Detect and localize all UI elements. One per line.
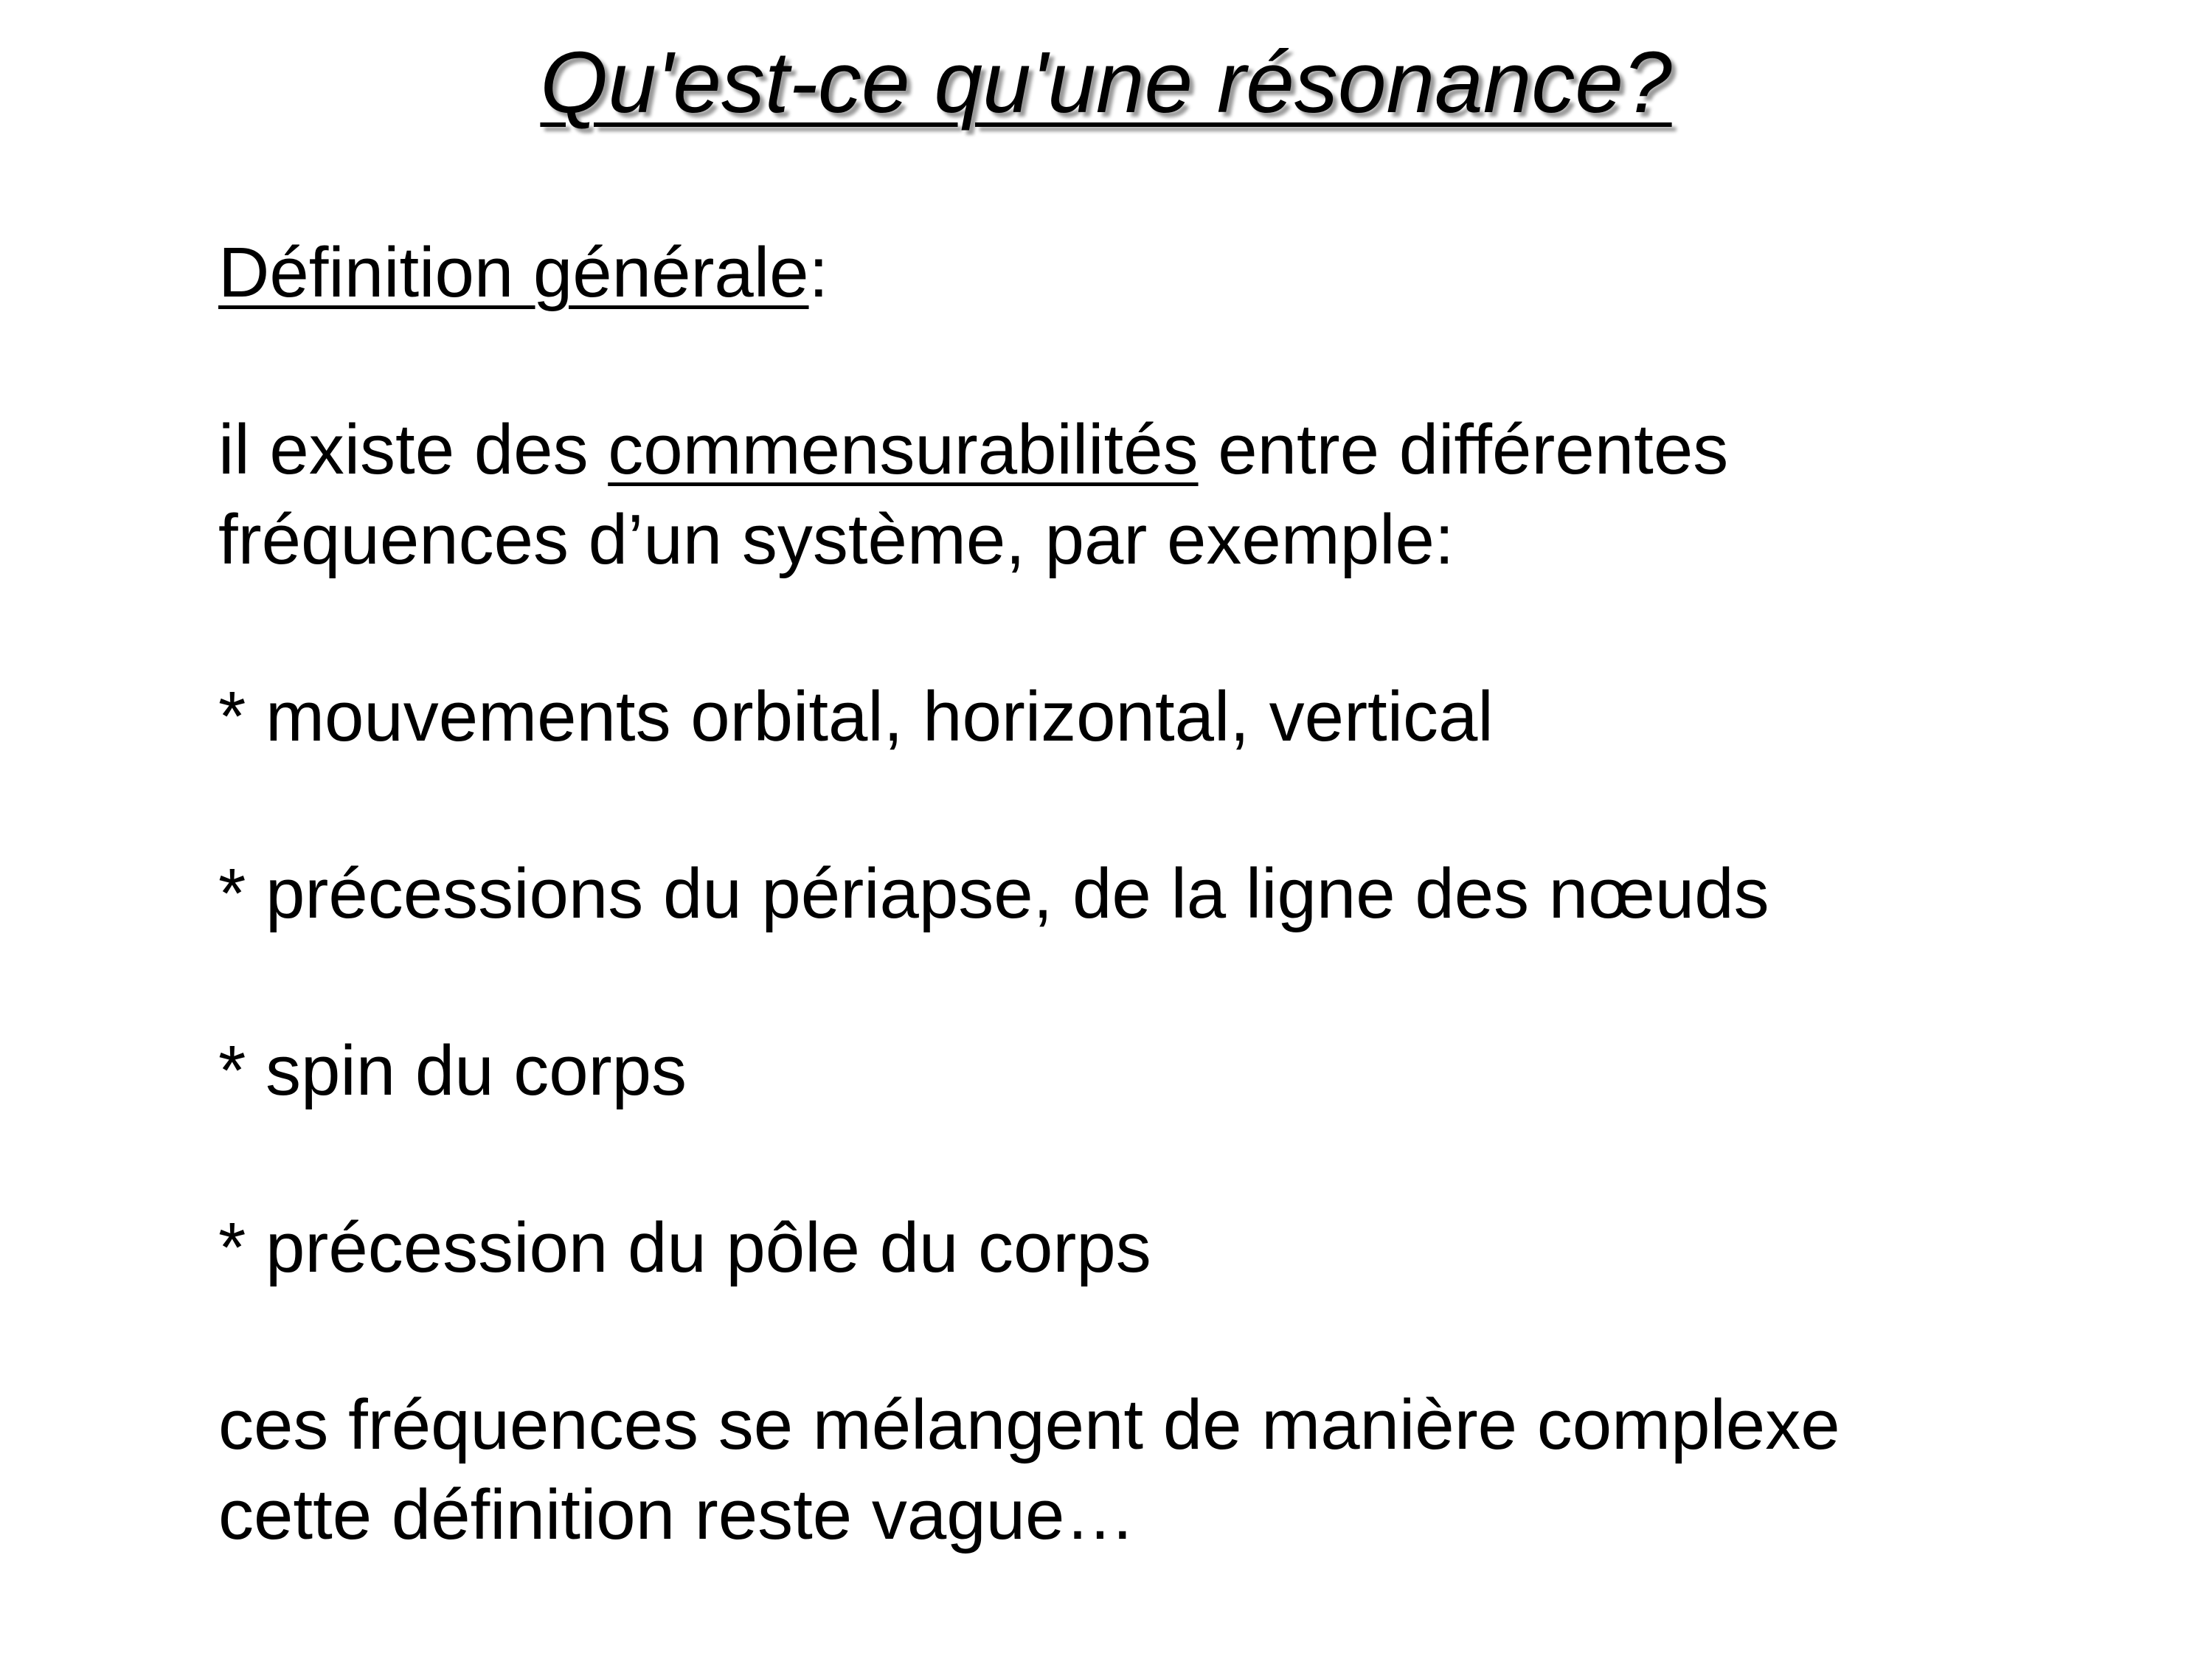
slide-title (0, 31, 2212, 134)
intro-line-2: fréquences d’un système, par exemple: (218, 500, 1455, 579)
conclusion-line-2: cette définition reste vague… (218, 1475, 1136, 1554)
bullet-item: * précession du pôle du corps (218, 1208, 1151, 1287)
conclusion-line-1: ces fréquences se mélangent de manière complexe (218, 1385, 1840, 1464)
intro-line-1 (218, 406, 1728, 494)
intro-text-after: entre différentes (1198, 410, 1729, 489)
definition-heading: Définition générale (218, 233, 809, 312)
bullet-item: * mouvements orbital, horizontal, vertical (218, 677, 1494, 756)
bullet-item: * précessions du périapse, de la ligne des nœuds (218, 854, 1769, 933)
intro-term-commensurabilites: commensurabilités (608, 410, 1199, 489)
bullet-item: * spin du corps (218, 1031, 687, 1110)
definition-colon: : (808, 233, 829, 312)
slide-title-text: Qu'est-ce qu'une résonance? (540, 34, 1672, 131)
intro-text-before: il existe des (218, 410, 609, 489)
definition-heading-line (218, 229, 828, 317)
